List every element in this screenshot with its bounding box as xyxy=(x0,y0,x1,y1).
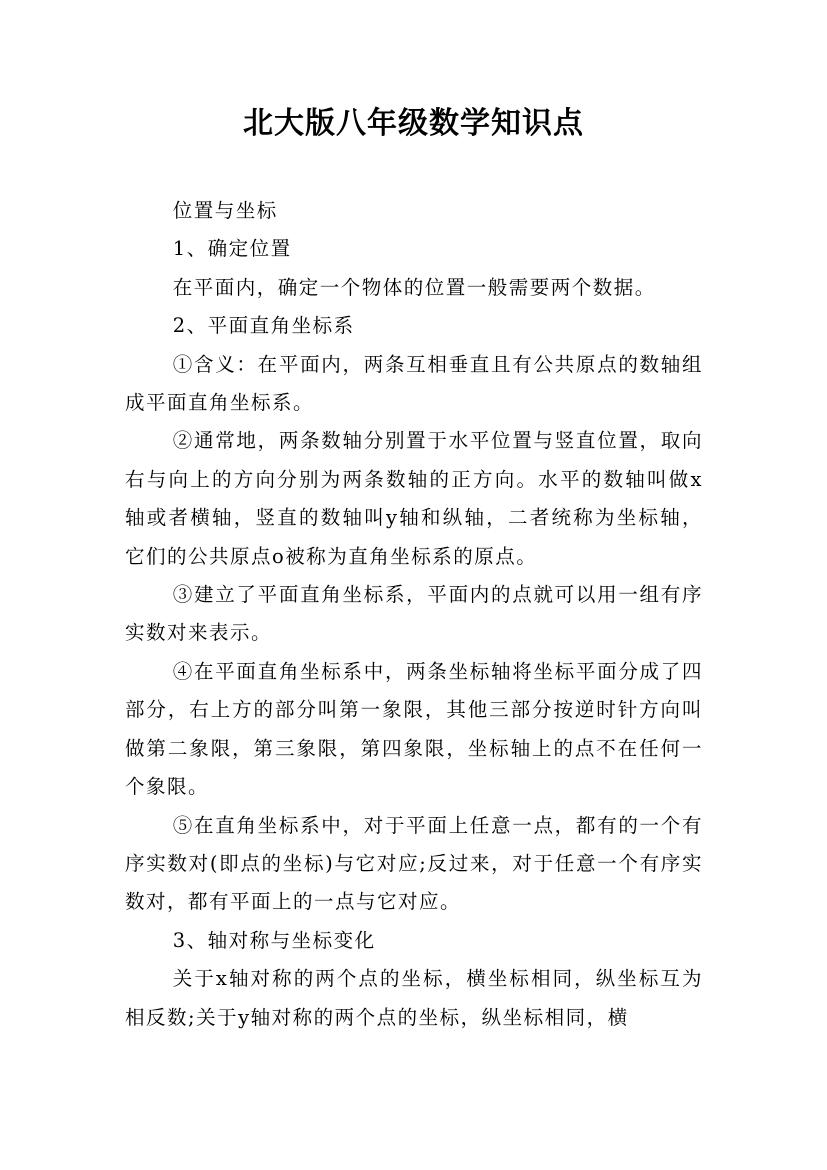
subsection-heading: 1、确定位置 xyxy=(172,237,292,261)
paragraph: ③建立了平面直角坐标系，平面内的点就可以用一组有序实数对来表示。 xyxy=(125,583,703,645)
document-body xyxy=(125,192,703,1037)
paragraph: ②通常地，两条数轴分别置于水平位置与竖直位置，取向右与向上的方向分别为两条数轴的正方向。水平的数轴叫做x轴或者横轴，竖直的数轴叫y轴和纵轴，二者统称为坐标轴，它们的公共原点o被称为直角坐标系的原点。 xyxy=(125,429,703,568)
paragraph: 在平面内，确定一个物体的位置一般需要两个数据。 xyxy=(172,275,656,299)
subsection-heading: 2、平面直角坐标系 xyxy=(172,314,355,338)
paragraph: ④在平面直角坐标系中，两条坐标轴将坐标平面分成了四部分，右上方的部分叫第一象限，其他三部分按逆时针方向叫做第二象限，第三象限，第四象限，坐标轴上的点不在任何一个象限。 xyxy=(125,659,703,799)
paragraph: ①含义：在平面内，两条互相垂直且有公共原点的数轴组成平面直角坐标系。 xyxy=(125,352,703,415)
document-title: 北大版八年级数学知识点 xyxy=(243,106,584,141)
paragraph: ⑤在直角坐标系中，对于平面上任意一点，都有的一个有序实数对(即点的坐标)与它对应;反过来，对于任意一个有序实数对，都有平面上的一点与它对应。 xyxy=(125,813,703,914)
subsection-heading: 3、轴对称与坐标变化 xyxy=(172,928,376,952)
section-heading: 位置与坐标 xyxy=(172,199,278,222)
paragraph: 关于x轴对称的两个点的坐标，横坐标相同，纵坐标互为相反数;关于y轴对称的两个点的坐标，纵坐标相同，横 xyxy=(125,967,703,1029)
